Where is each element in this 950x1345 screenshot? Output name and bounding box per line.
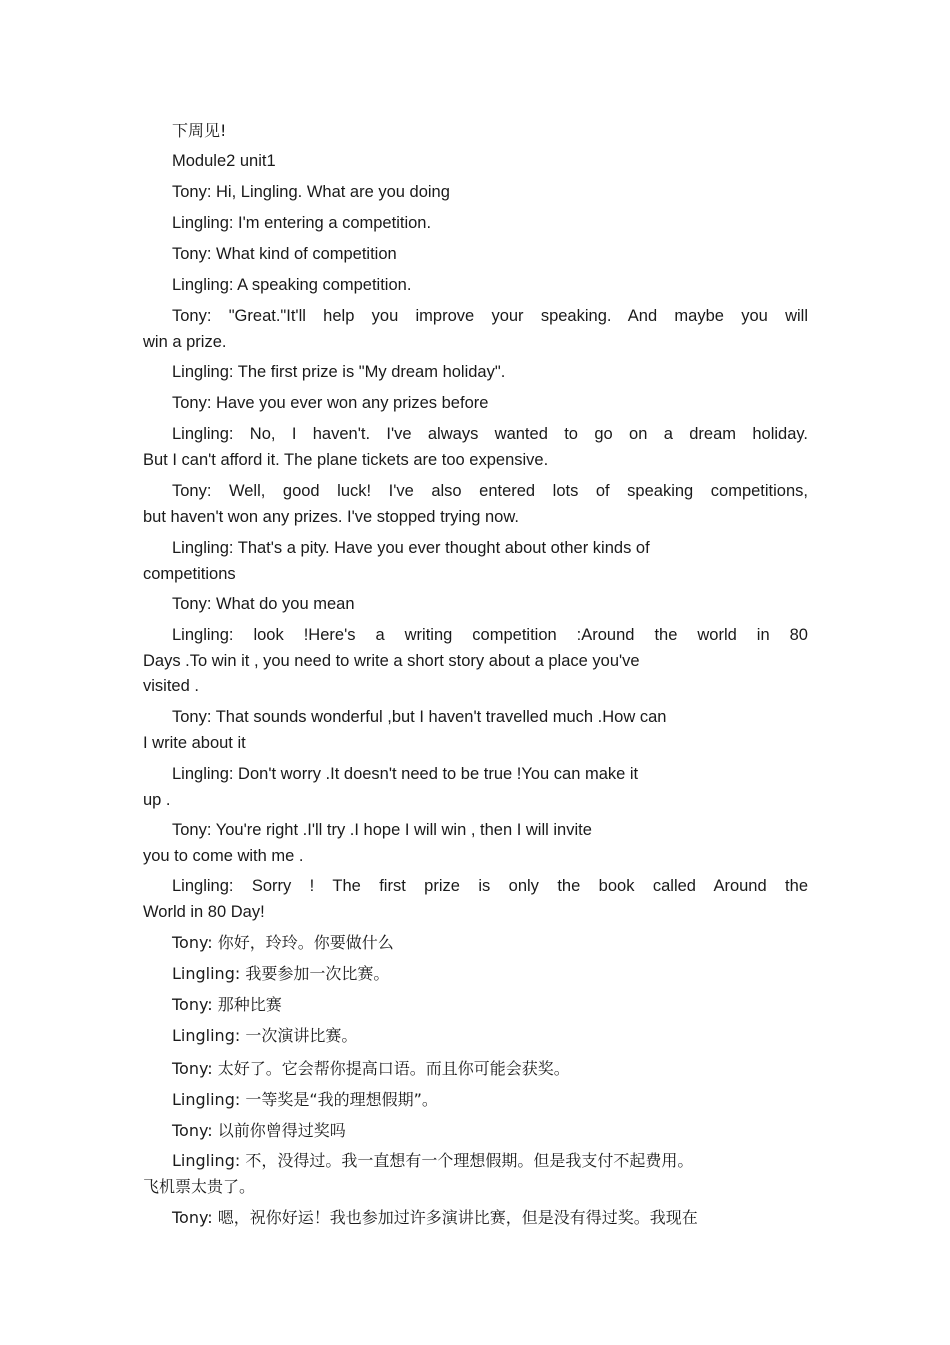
paragraph (143, 1056, 808, 1082)
paragraph (143, 623, 808, 700)
text-line: Lingling: I'm entering a competition. (172, 214, 432, 232)
text-line: I write about it (143, 733, 246, 752)
paragraph (143, 273, 808, 299)
paragraph (143, 211, 808, 237)
paragraph (143, 360, 808, 386)
text-line: Lingling: Sorry ! The first prize is only the book called Around the (172, 877, 808, 895)
paragraph (143, 1023, 808, 1049)
text-line: Lingling: 一次演讲比赛。 (172, 1026, 358, 1045)
paragraph (143, 422, 808, 473)
text-line: Tony: Hi, Lingling. What are you doing (172, 183, 450, 201)
text-line: Tony: "Great."It'll help you improve your speaking. And maybe you will (172, 307, 808, 325)
text-line: up . (143, 790, 171, 809)
text-line: Tony: Have you ever won any prizes before (172, 394, 489, 412)
paragraph (143, 705, 808, 756)
text-line: but haven't won any prizes. I've stopped trying now. (143, 507, 519, 526)
text-line: Lingling: 我要参加一次比赛。 (172, 964, 390, 983)
text-line: Tony: 你好，玲玲。你要做什么 (172, 933, 394, 952)
paragraph (143, 304, 808, 355)
text-line: 飞机票太贵了。 (143, 1176, 256, 1196)
paragraph (143, 874, 808, 925)
text-line: Tony: What do you mean (172, 595, 355, 613)
text-line: Lingling: The first prize is "My dream holiday". (172, 363, 506, 381)
text-line: Days .To win it , you need to write a short story about a place you've (143, 651, 640, 670)
text-line: Tony: You're right .I'll try .I hope I will win , then I will invite (172, 821, 592, 839)
paragraph (143, 180, 808, 206)
text-line: Lingling: 一等奖是“我的理想假期”。 (172, 1090, 438, 1109)
paragraph (143, 1118, 808, 1144)
paragraph (143, 762, 808, 813)
text-line: Lingling: look !Here's a writing competition :Around the world in 80 (172, 626, 808, 644)
text-line: World in 80 Day! (143, 902, 265, 921)
paragraph (143, 536, 808, 587)
text-line: Module2 unit1 (172, 152, 276, 170)
paragraph (143, 1148, 808, 1199)
text-line: Lingling: That's a pity. Have you ever thought about other kinds of (172, 539, 650, 557)
paragraph (143, 818, 808, 869)
paragraph (143, 1087, 808, 1113)
text-line: Lingling: A speaking competition. (172, 276, 412, 294)
text-line: 下周见! (172, 121, 227, 140)
paragraph (143, 961, 808, 987)
paragraph (143, 149, 808, 175)
paragraph (143, 242, 808, 268)
text-line: you to come with me . (143, 846, 304, 865)
paragraph (143, 992, 808, 1018)
text-line: visited . (143, 677, 199, 695)
text-line: Lingling: 不，没得过。我一直想有一个理想假期。但是我支付不起费用。 (172, 1151, 694, 1170)
text-line: Tony: 嗯，祝你好运！我也参加过许多演讲比赛，但是没有得过奖。我现在 (172, 1208, 698, 1227)
text-line: Tony: 太好了。它会帮你提高口语。而且你可能会获奖。 (172, 1059, 570, 1078)
paragraph (143, 391, 808, 417)
text-line: win a prize. (143, 332, 227, 351)
paragraph (143, 1205, 808, 1231)
paragraph (143, 592, 808, 618)
text-line: Tony: 那种比赛 (172, 995, 282, 1014)
text-line: Lingling: No, I haven't. I've always wanted to go on a dream holiday. (172, 425, 808, 443)
text-line: Tony: That sounds wonderful ,but I haven't travelled much .How can (172, 708, 667, 726)
text-line: Tony: 以前你曾得过奖吗 (172, 1121, 346, 1140)
text-line: Tony: What kind of competition (172, 245, 397, 263)
paragraph (143, 479, 808, 530)
paragraph (143, 930, 808, 956)
text-line: Lingling: Don't worry .It doesn't need to be true !You can make it (172, 765, 639, 783)
paragraph (143, 118, 808, 144)
text-line: Tony: Well, good luck! I've also entered lots of speaking competitions, (172, 482, 808, 500)
text-line: competitions (143, 564, 236, 583)
text-line: But I can't afford it. The plane tickets are too expensive. (143, 450, 549, 469)
